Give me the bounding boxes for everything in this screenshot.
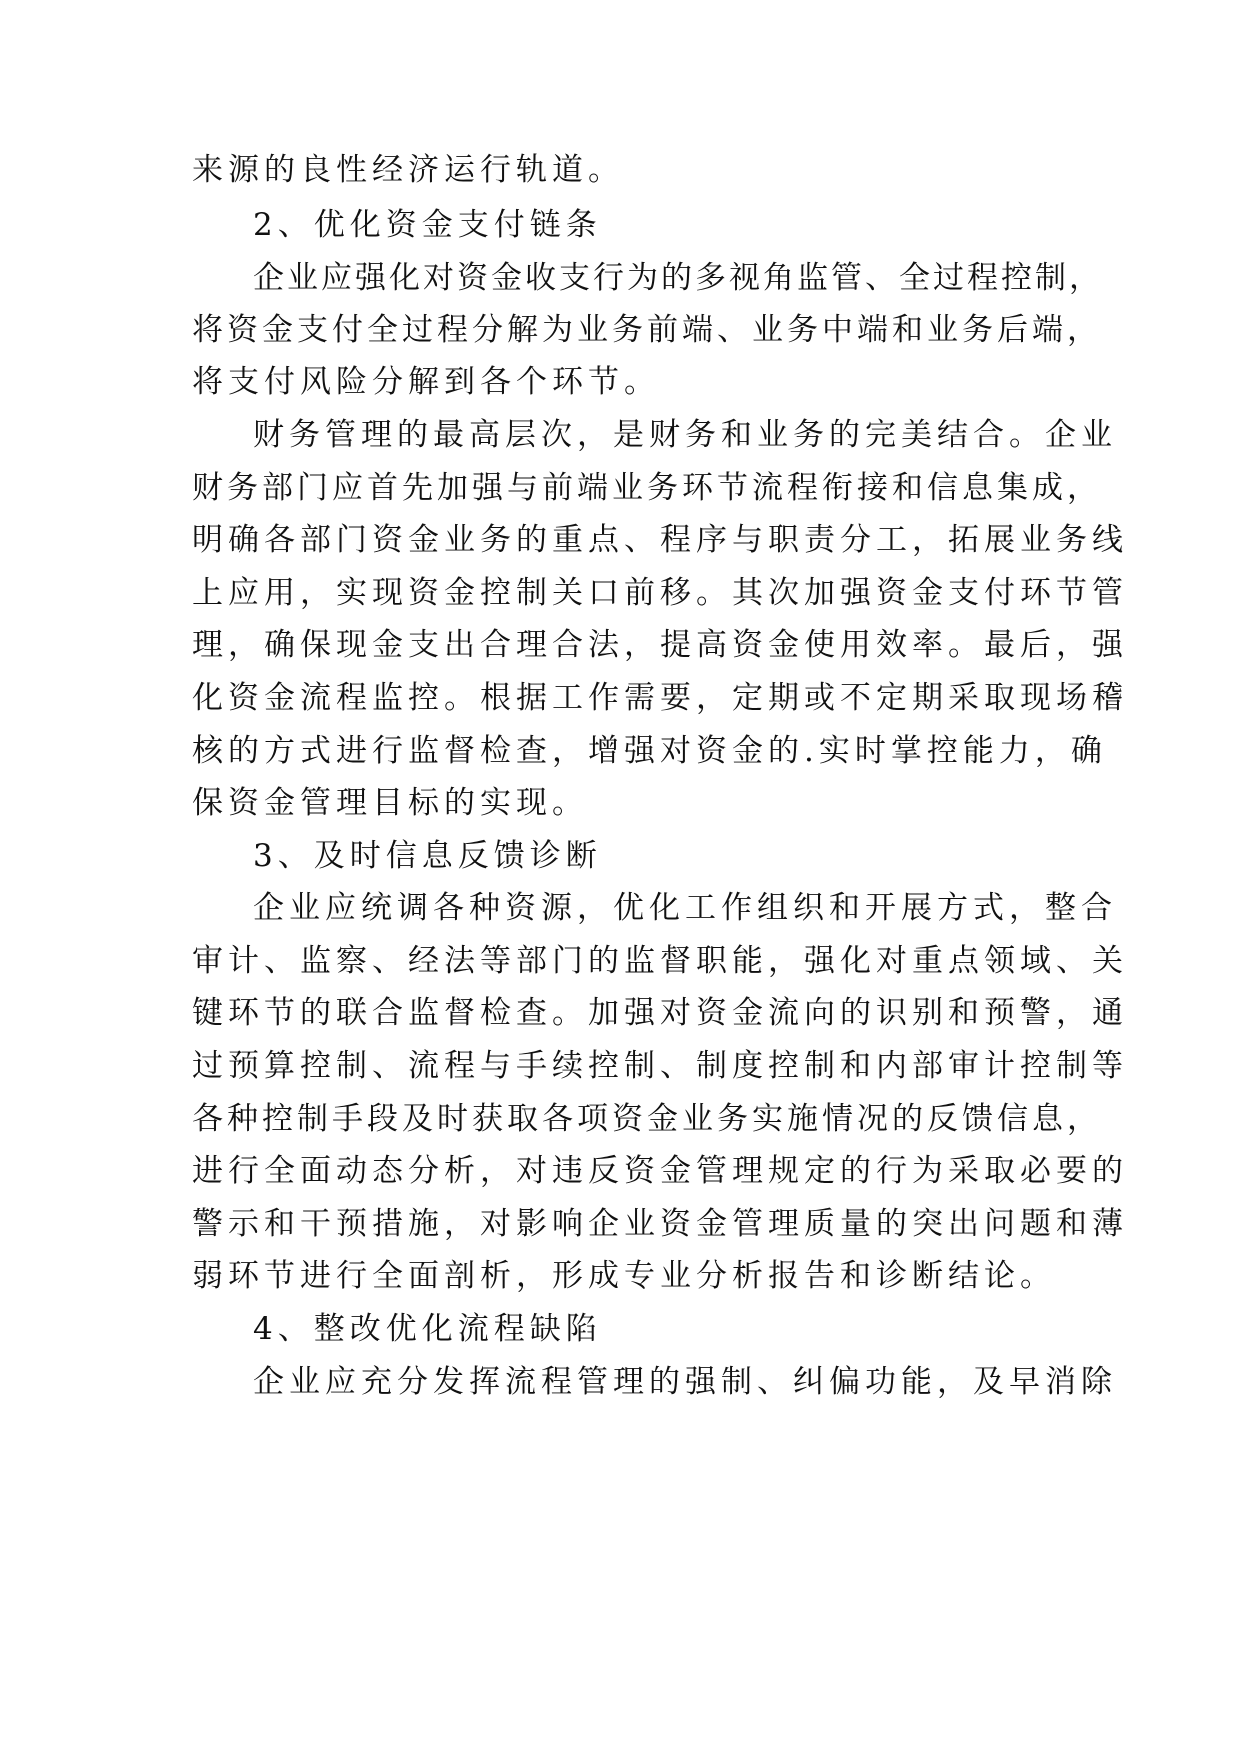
- text-line: 明确各部门资金业务的重点、程序与职责分工，拓展业务线: [192, 522, 1128, 558]
- text-line: 财务部门应首先加强与前端业务环节流程衔接和信息集成，: [192, 470, 1102, 506]
- text-line: 进行全面动态分析，对违反资金管理规定的行为采取必要的: [192, 1153, 1128, 1189]
- text-line: 上应用，实现资金控制关口前移。其次加强资金支付环节管: [192, 575, 1128, 611]
- text-line: 企业应强化对资金收支行为的多视角监管、全过程控制，: [253, 260, 1103, 296]
- text-line: 保资金管理目标的实现。: [192, 785, 588, 821]
- text-line: 各种控制手段及时获取各项资金业务实施情况的反馈信息，: [192, 1101, 1102, 1137]
- text-line: 财务管理的最高层次，是财务和业务的完美结合。企业: [253, 417, 1117, 453]
- text-line: 将支付风险分解到各个环节。: [192, 364, 660, 400]
- text-line: 核的方式进行监督检查，增强对资金的.实时掌控能力，确: [192, 733, 1107, 769]
- section-heading-3: 3、及时信息反馈诊断: [253, 838, 602, 874]
- text-line: 过预算控制、流程与手续控制、制度控制和内部审计控制等: [192, 1048, 1128, 1084]
- text-line: 理，确保现金支出合理合法，提高资金使用效率。最后，强: [192, 627, 1128, 663]
- text-line: 弱环节进行全面剖析，形成专业分析报告和诊断结论。: [192, 1258, 1056, 1294]
- text-line: 将资金支付全过程分解为业务前端、业务中端和业务后端，: [192, 312, 1102, 348]
- text-line: 化资金流程监控。根据工作需要，定期或不定期采取现场稽: [192, 680, 1128, 716]
- text-line: 审计、监察、经法等部门的监督职能，强化对重点领域、关: [192, 943, 1128, 979]
- text-line: 企业应充分发挥流程管理的强制、纠偏功能，及早消除: [253, 1364, 1117, 1400]
- text-line: 警示和干预措施，对影响企业资金管理质量的突出问题和薄: [192, 1206, 1128, 1242]
- text-line: 键环节的联合监督检查。加强对资金流向的识别和预警，通: [192, 995, 1128, 1031]
- text-line: 企业应统调各种资源，优化工作组织和开展方式，整合: [253, 890, 1117, 926]
- text-line: 来源的良性经济运行轨道。: [192, 152, 624, 188]
- section-heading-4: 4、整改优化流程缺陷: [253, 1311, 602, 1347]
- section-heading-2: 2、优化资金支付链条: [253, 207, 602, 243]
